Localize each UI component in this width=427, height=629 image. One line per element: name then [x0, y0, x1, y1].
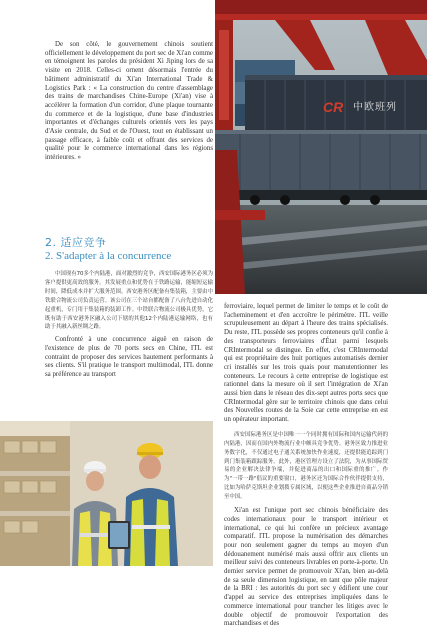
workers-photo — [0, 421, 213, 566]
svg-text:中欧班列: 中欧班列 — [353, 102, 397, 113]
section-heading-zh: 2. 适应竞争 — [45, 236, 107, 249]
right-paragraph-2: Xi'an est l'unique port sec chinois bénéficiaire des codes internationaux pour le transport intérieur et international, ce qui lui confère un précieux avantage comparatif. ITL propose la numérisation des démarches pour non seulement gagner du temps au moyen d'un dédouanement numérisé mais aussi offrir aux clients un meilleur suivi des conteneurs livrables en porte-à-porte. Un dernier service permet de promouvoir Xi'an, bien au-delà de sa seule dimension logistique, en tant que pôle majeur de la BRI : les autorités du port sec y édifient une cour d'appel au service des entreprises impliquées dans le commerce international pour trancher les litiges avec le double objectif de promouvoir l'exportation des marchandises et des — [224, 507, 388, 628]
left-paragraph-2: Confronté à une concurrence aiguë en raison de l'existence de plus de 70 ports secs en Chine, ITL est contraint de proposer des services hautement performants à ses clients. S'il pratique le transport multimodal, ITL donne sa préférence au transport — [45, 336, 213, 379]
section-heading-fr: 2. S'adapter à la concurrence — [45, 250, 172, 262]
left-paragraph-1: De son côté, le gouvernement chinois soutient officiellement le développement du port sec de Xi'an comme en témoignent les paroles du président Xi Jiping lors de sa visite en 2018. Celles-ci ornent désormais l'entrée du bâtiment administratif du Xi'an International Trade & Logistics Park : « La construction du centre d'assemblage des trains de marchandises Chine-Europe (Xi'an) vise à accélérer la formation d'un corridor, d'une plaque tournante du commerce et de la logistique, d'une base d'industries importantes et d'échanges culturels orientés vers les pays d'Asie centrale, du Sud et de l'Ouest, tout en établissant un passage efficace, à faible coût et offrant des services de qualité pour le commerce international dans les régions intérieures. » — [45, 41, 213, 162]
svg-text:CR: CR — [323, 99, 344, 115]
right-column — [224, 303, 388, 629]
left-paragraph-zh: 中国现有70多个内陆港，面对激烈的竞争，西安国际港务区必须为客户提供更高效的服务。其发展重点和优势在于铁路运输，能缩短运输时间，降低成本并扩大服务范围。西安港务区配备有集装箱，主要由中铁联合物流公司负责运营。该公司在三个站台都配备了八台先进自动化起重机，专门用于集装箱的装卸工作。中铁联合物流公司极具优势，它既有助于西安港务区融入公司下辖的其他12个内陆港运输网络，也有助于其融入新丝绸之路。 — [45, 271, 213, 331]
left-column-top — [45, 41, 213, 163]
train-photo — [215, 0, 427, 294]
left-column-bottom — [45, 270, 213, 380]
right-paragraph-zh: 西安国际港务区是中国唯一一个同时拥有国际和国内运输代码的内陆港，因而在国内外物流行业中颇具竞争优势。港务区致力推进业务数字化，不仅通过电子通关系统加快作业速度，还提供能追踪到门到门集装箱跟踪服务。此外，港区管理方设立了法院，为从事国际贸易的企业解决法律争端，并促进商品的出口和国际重的推广。作为"一带一路"倡议的重要窗口，港务区还为国际合作伙伴提供支持，比如为哈萨克斯坦企业划拨专属区域，以便这些企业推进自商品分销至中国。 — [224, 431, 388, 501]
right-paragraph-1: ferroviaire, lequel permet de limiter le temps et le coût de l'acheminement et d'en accroître le périmètre. ITL veille scrupuleusement au départ à l'heure des trains spécialisés. Du reste, ITL possède ses propres conteneurs qu'il confie à des transporteurs ferroviaires d'État parmi lesquels CRIntermodal se distingue. En effet, c'est CRIntermodal qui est propriétaire des huit portiques automatisés dernier cri installés sur les trois quais pour manutentionner les conteneurs. Le recours à cette entreprise de logistique est rationnel dans la mesure où il sert l'intégration de Xi'an aussi bien dans le réseau des dix-sept autres ports secs que CRIntermodal gère sur le territoire chinois que dans celui des Nouvelles routes de la Soie car cette entreprise en est un opérateur important. — [224, 303, 388, 424]
section-heading — [45, 236, 215, 263]
